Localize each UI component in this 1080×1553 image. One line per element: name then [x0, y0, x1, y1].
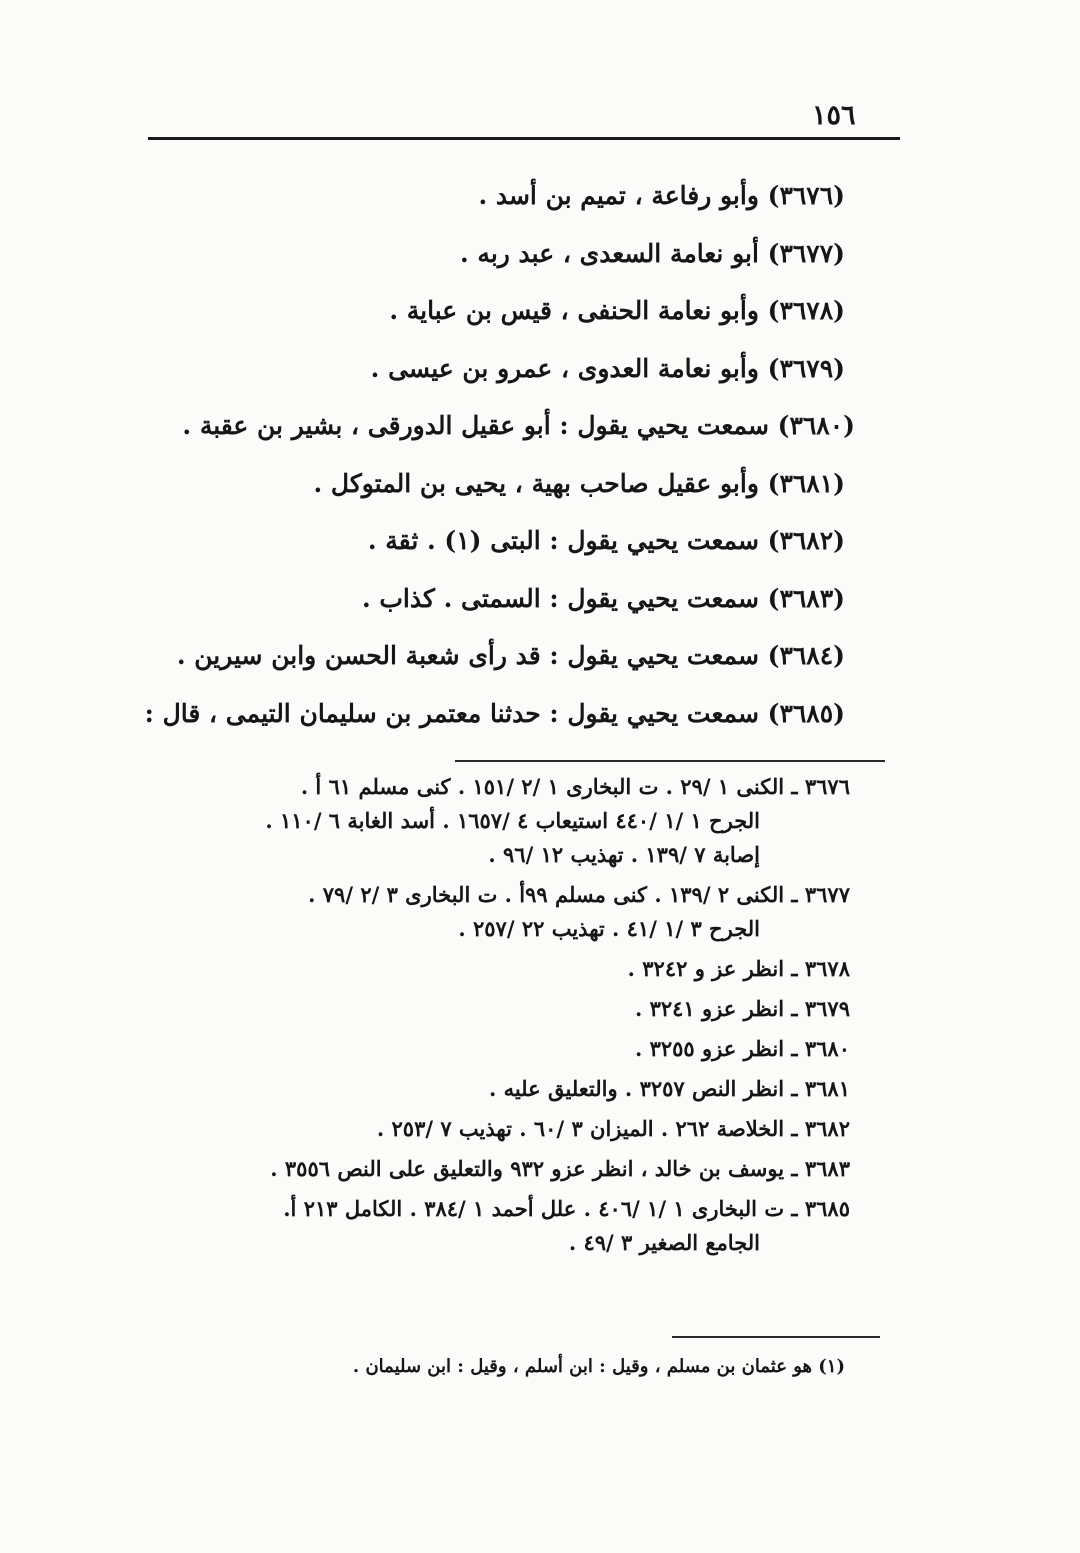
entry-3677: (٣٦٧٧) أبو نعامة السعدى ، عبد ربه .: [460, 238, 845, 268]
entry-3684: (٣٦٨٤) سمعت يحيي يقول : قد رأى شعبة الحسن وابن سيرين .: [176, 641, 845, 670]
page-number: ١٥٦: [812, 100, 856, 131]
header-rule: [148, 137, 900, 140]
entry-3680: (٣٦٨٠) سمعت يحيي يقول : أبو عقيل الدورقى ، بشير بن عقبة .: [182, 411, 855, 440]
note-3685-cont: الجامع الصغير ٣ /٤٩ .: [568, 1230, 760, 1255]
note-3676: ٣٦٧٦ ـ الكنى ١ /٢٩ . ت البخارى ١ /٢ /١٥١ . كنى مسلم ٦١ أ .: [300, 774, 850, 799]
entry-3683: (٣٦٨٣) سمعت يحيي يقول : السمتى . كذاب .: [361, 583, 845, 613]
note-3678: ٣٦٧٨ ـ انظر عز و ٣٢٤٢ .: [627, 956, 850, 981]
entry-3678: (٣٦٧٨) وأبو نعامة الحنفى ، قيس بن عباية .: [389, 296, 845, 325]
entry-3685: (٣٦٨٥) سمعت يحيي يقول : حدثنا معتمر بن سليمان التيمى ، قال :: [144, 698, 845, 728]
entry-3682: (٣٦٨٢) سمعت يحيي يقول : البتى (١) . ثقة .: [367, 526, 845, 555]
note-3676-cont: الجرح ١ /١ /٤٤٠ استيعاب ٤ /١٦٥٧ . أسد الغابة ٦ /١١٠ .: [265, 808, 760, 833]
footnote: (١) هو عثمان بن مسلم ، وقيل : ابن أسلم ، وقيل : ابن سليمان .: [352, 1356, 845, 1377]
note-3680: ٣٦٨٠ ـ انظر عزو ٣٢٥٥ .: [634, 1036, 850, 1061]
note-3677-cont: الجرح ٣ /١ /٤١ . تهذيب ٢٢ /٢٥٧ .: [458, 916, 760, 941]
entry-3679: (٣٦٧٩) وأبو نعامة العدوى ، عمرو بن عيسى .: [370, 353, 845, 383]
note-3683: ٣٦٨٣ ـ يوسف بن خالد ، انظر عزو ٩٣٢ والتعليق على النص ٣٥٥٦ .: [270, 1156, 850, 1181]
references: [150, 770, 850, 1260]
footnote-rule: [672, 1336, 880, 1338]
note-3677: ٣٦٧٧ ـ الكنى ٢ /١٣٩ . كنى مسلم ٩٩أ . ت البخارى ٣ /٢ /٧٩ .: [308, 882, 850, 907]
note-3681: ٣٦٨١ ـ انظر النص ٣٢٥٧ . والتعليق عليه .: [488, 1076, 850, 1101]
entry-3676: (٣٦٧٦) وأبو رفاعة ، تميم بن أسد .: [478, 181, 845, 210]
note-3676-cont: إصابة ٧ /١٣٩ . تهذيب ١٢ /٩٦ .: [488, 842, 760, 867]
note-3682: ٣٦٨٢ ـ الخلاصة ٢٦٢ . الميزان ٣ /٦٠ . تهذيب ٧ /٢٥٣ .: [376, 1116, 850, 1141]
notes-rule: [455, 760, 885, 762]
note-3685: ٣٦٨٥ ـ ت البخارى ١ /١ /٤٠٦ . علل أحمد ١ /٣٨٤ . الكامل ٢١٣ أ.: [283, 1196, 850, 1221]
main-text: [144, 172, 855, 747]
note-3679: ٣٦٧٩ ـ انظر عزو ٣٢٤١ .: [634, 996, 850, 1021]
entry-3681: (٣٦٨١) وأبو عقيل صاحب بهية ، يحيى بن المتوكل .: [313, 468, 845, 498]
